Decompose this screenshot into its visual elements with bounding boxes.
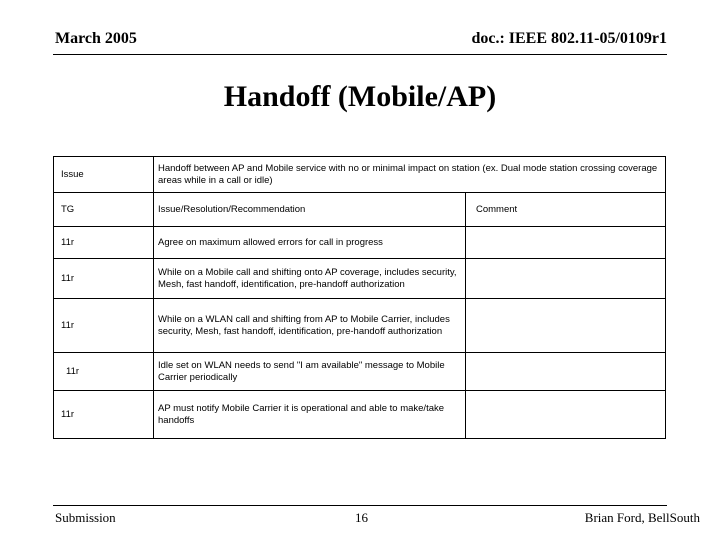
- col-header-recommendation: Issue/Resolution/Recommendation: [154, 193, 466, 227]
- issue-description: Handoff between AP and Mobile service with no or minimal impact on station (ex. Dual mode station crossing coverage areas while in a call or idle): [154, 157, 666, 193]
- header-rule: [53, 54, 667, 55]
- row-text: Idle set on WLAN needs to send "I am available" message to Mobile Carrier periodically: [154, 353, 466, 391]
- row-comment: [466, 353, 666, 391]
- row-comment: [466, 227, 666, 259]
- issue-row: [54, 157, 666, 193]
- table-row: [54, 353, 666, 391]
- row-comment: [466, 259, 666, 299]
- row-text: Agree on maximum allowed errors for call in progress: [154, 227, 466, 259]
- header-doc-id: doc.: IEEE 802.11-05/0109r1: [471, 30, 667, 47]
- table-header-row: [54, 193, 666, 227]
- row-tg: 11r: [54, 391, 154, 439]
- row-tg: 11r: [54, 259, 154, 299]
- row-comment: [466, 391, 666, 439]
- row-tg: 11r: [54, 299, 154, 353]
- table-row: [54, 259, 666, 299]
- table-row: [54, 391, 666, 439]
- footer-submission: Submission: [55, 510, 116, 525]
- col-header-comment: Comment: [466, 193, 666, 227]
- issue-label: Issue: [54, 157, 154, 193]
- slide-title: Handoff (Mobile/AP): [223, 80, 497, 113]
- footer-page-number: 16: [355, 510, 368, 525]
- header-date: March 2005: [55, 30, 137, 47]
- row-tg: 11r: [54, 227, 154, 259]
- row-text: While on a Mobile call and shifting onto AP coverage, includes security, Mesh, fast handoff, identification, pre-handoff authorization: [154, 259, 466, 299]
- footer-rule: [53, 505, 667, 506]
- row-tg: 11r: [54, 353, 154, 391]
- table-row: [54, 227, 666, 259]
- row-text: AP must notify Mobile Carrier it is operational and able to make/take handoffs: [154, 391, 466, 439]
- issue-table: [53, 156, 666, 439]
- row-comment: [466, 299, 666, 353]
- row-text: While on a WLAN call and shifting from AP to Mobile Carrier, includes security, Mesh, fast handoff, identification, pre-handoff authorization: [154, 299, 466, 353]
- col-header-tg: TG: [54, 193, 154, 227]
- table-row: [54, 299, 666, 353]
- footer-author: Brian Ford, BellSouth: [584, 510, 700, 525]
